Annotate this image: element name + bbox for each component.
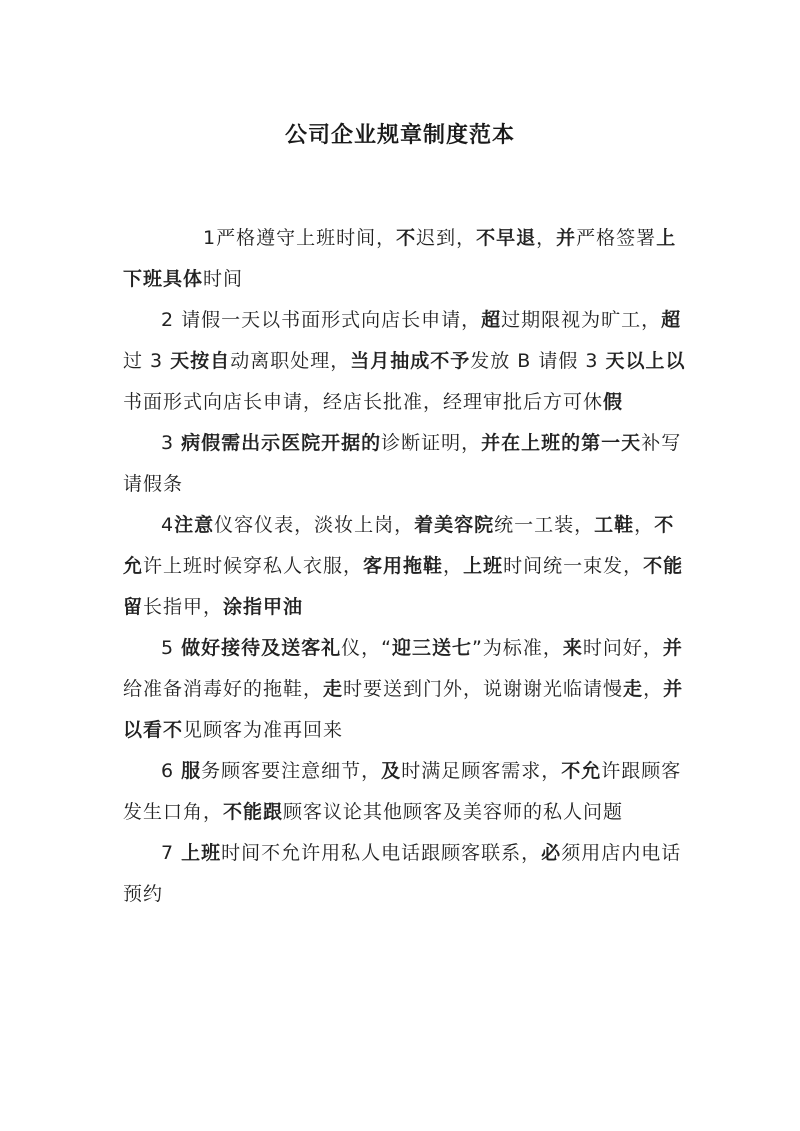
- paragraph-text-segment: 并: [556, 227, 577, 249]
- paragraph-text-segment: 不能跟: [223, 801, 284, 823]
- paragraph-2: [123, 300, 688, 423]
- paragraph-text-segment: 并: [662, 637, 683, 659]
- paragraph-text-segment: 走: [623, 678, 644, 700]
- paragraph-text-segment: 假: [603, 391, 624, 413]
- paragraph-text-segment: 统一工装，: [494, 514, 595, 536]
- paragraph-text-segment: 走: [323, 678, 344, 700]
- paragraph-text-segment: 不早退: [476, 227, 537, 249]
- paragraph-text-segment: 2 请假一天以书面形式向店长申请，: [161, 309, 482, 331]
- paragraph-text-segment: ，: [634, 514, 655, 536]
- paragraph-text-segment: 时满足顾客需求，: [401, 760, 562, 782]
- paragraph-text-segment: 迟到，: [416, 227, 477, 249]
- paragraph-text-segment: 服: [181, 760, 202, 782]
- paragraph-text-segment: ，: [643, 678, 664, 700]
- paragraph-text-segment: 须用店内电话预约: [123, 842, 682, 905]
- paragraph-5: [123, 628, 688, 751]
- document-body: [123, 218, 688, 915]
- paragraph-text-segment: 客用拖鞋: [363, 555, 444, 577]
- document-title: 公司企业规章制度范本: [284, 123, 515, 148]
- paragraph-3: [123, 423, 688, 505]
- paragraph-text-segment: ，: [536, 227, 557, 249]
- paragraph-text-segment: 时间统一束发，: [503, 555, 644, 577]
- paragraph-text-segment: 做好接待及送客礼: [181, 637, 342, 659]
- paragraph-text-segment: 病假需出示医院开据的: [181, 432, 382, 454]
- paragraph-text-segment: 5: [161, 637, 182, 659]
- paragraph-text-segment: 许上班时候穿私人衣服，: [143, 555, 364, 577]
- paragraph-text-segment: 来: [562, 637, 583, 659]
- paragraph-text-segment: 7: [161, 842, 182, 864]
- paragraph-text-segment: 给准备消毒好的拖鞋，: [123, 678, 324, 700]
- paragraph-text-segment: 不能留: [123, 555, 684, 618]
- paragraph-text-segment: 许跟顾客发生口角，: [123, 760, 682, 823]
- paragraph-text-segment: 顾客议论其他顾客及美容师的私人问题: [283, 801, 624, 823]
- paragraph-text-segment: 上下班具体: [123, 227, 677, 290]
- paragraph-text-segment: 诊断证明，: [381, 432, 482, 454]
- paragraph-1: [123, 218, 688, 300]
- paragraph-text-segment: 涂指甲油: [223, 596, 304, 618]
- paragraph-6: [123, 751, 688, 833]
- paragraph-text-segment: 注意: [174, 514, 215, 536]
- paragraph-text-segment: 并以看不: [123, 678, 684, 741]
- paragraph-text-segment: 见顾客为准再回来: [183, 719, 344, 741]
- paragraph-text-segment: 发放 B 请假 3: [470, 350, 606, 372]
- paragraph-text-segment: 工鞋: [594, 514, 635, 536]
- paragraph-text-segment: 4: [161, 514, 175, 536]
- paragraph-text-segment: 超: [661, 309, 682, 331]
- paragraph-text-segment: 时间不允许用私人电话跟顾客联系，: [221, 842, 542, 864]
- paragraph-text-segment: 仪，“: [341, 637, 392, 659]
- paragraph-text-segment: 时要送到门外，说谢谢光临请慢: [343, 678, 624, 700]
- paragraph-text-segment: 不允: [561, 760, 602, 782]
- paragraph-text-segment: ”为标准，: [472, 637, 563, 659]
- paragraph-text-segment: 天按自: [170, 350, 231, 372]
- paragraph-text-segment: 天以上以: [605, 350, 686, 372]
- paragraph-text-segment: 不: [396, 227, 417, 249]
- paragraph-text-segment: 及: [381, 760, 402, 782]
- paragraph-text-segment: 补写请假条: [123, 432, 682, 495]
- paragraph-text-segment: 当月抽成不予: [350, 350, 471, 372]
- paragraph-text-segment: 上班: [181, 842, 222, 864]
- paragraph-text-segment: 3: [161, 432, 182, 454]
- paragraph-text-segment: 6: [161, 760, 182, 782]
- paragraph-text-segment: 并在上班的第一天: [481, 432, 642, 454]
- paragraph-text-segment: 动离职处理，: [230, 350, 351, 372]
- paragraph-text-segment: 时间: [203, 268, 244, 290]
- paragraph-text-segment: 务顾客要注意细节，: [201, 760, 382, 782]
- paragraph-text-segment: 仪容仪表，淡妆上岗，: [214, 514, 415, 536]
- paragraph-7: [123, 833, 688, 915]
- paragraph-text-segment: 过 3: [123, 350, 171, 372]
- paragraph-text-segment: 书面形式向店长申请，经店长批准，经理审批后方可休: [123, 391, 604, 413]
- paragraph-text-segment: 长指甲，: [143, 596, 224, 618]
- paragraph-text-segment: 1严格遵守上班时间，: [203, 227, 397, 249]
- paragraph-text-segment: 过期限视为旷工，: [501, 309, 662, 331]
- paragraph-text-segment: 时问好，: [582, 637, 663, 659]
- paragraph-text-segment: 超: [481, 309, 502, 331]
- paragraph-text-segment: 上班: [463, 555, 504, 577]
- paragraph-4: [123, 505, 688, 628]
- paragraph-text-segment: 迎三送七: [392, 637, 473, 659]
- paragraph-text-segment: 着美容院: [414, 514, 495, 536]
- paragraph-text-segment: 严格签署: [576, 227, 657, 249]
- paragraph-text-segment: ，: [443, 555, 464, 577]
- paragraph-text-segment: 必: [541, 842, 562, 864]
- paragraph-text-segment: 不允: [123, 514, 675, 577]
